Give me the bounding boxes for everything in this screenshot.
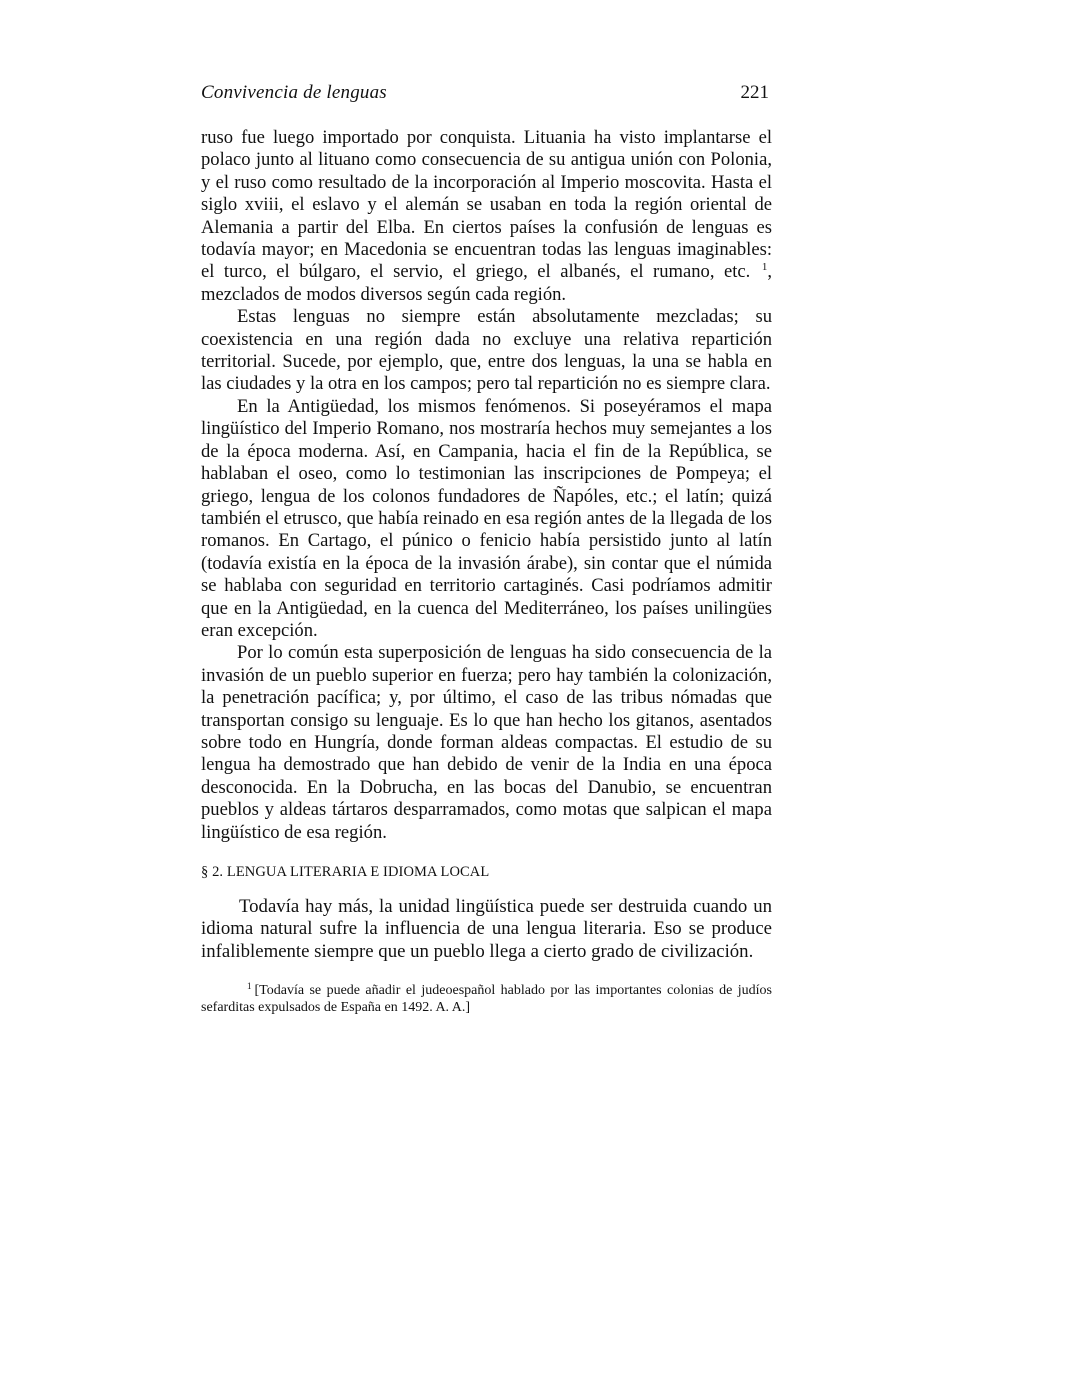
book-page [201, 80, 772, 1016]
footnote-text: [Todavía se puede añadir el judeoespañol hablado por las importantes colonias de judíos sefarditas expulsados de España en 1492. A. A.] [201, 983, 772, 1015]
paragraph-2: Estas lenguas no siempre están absolutamente mezcladas; su coexistencia en una región dada no excluye una relativa repartición territorial. Sucede, por ejemplo, que, entre dos lenguas, la una se habla en las ciudades y la otra en los campos; pero tal repartición no es siempre clara. [201, 306, 772, 395]
section-heading: § 2. LENGUA LITERARIA E IDIOMA LOCAL [201, 864, 490, 880]
page-number: 221 [740, 82, 769, 103]
footnote [201, 983, 772, 1016]
paragraph-1-tail: , mezclados de modos diversos según cada región. [201, 261, 772, 305]
section-paragraph: Todavía hay más, la unidad lingüística puede ser destruida cuando un idioma natural sufre la influencia de una lengua literaria. Eso se produce infaliblemente siempre que un pueblo llega a cierto grado de civilización. [201, 896, 772, 962]
running-title: Convivencia de lenguas [201, 82, 387, 103]
footnote-marker: 1 [247, 981, 252, 992]
running-head [201, 80, 772, 108]
paragraph-4: Por lo común esta superposición de lenguas ha sido consecuencia de la invasión de un pueblo superior en fuerza; pero hay también la colonización, la penetración pacífica; y, por último, el caso de las tribus nómadas que transportan consigo su lenguaje. Es lo que han hecho los gitanos, asentados sobre todo en Hungría, donde forman aldeas compactas. El estudio de su lengua ha demostrado que han debido de venir de la India en una época desconocida. En la Dobrucha, en las bocas del Danubio, se encuentran pueblos y aldeas tártaros desparramados, como motas que salpican el mapa lingüístico de esa región. [201, 642, 772, 843]
paragraph-1-text: ruso fue luego importado por conquista. Lituania ha visto implantarse el polaco junto al lituano como consecuencia de su antigua unión con Polonia, y el ruso como resultado de la incorporación al Imperio moscovita. Hasta el siglo xviii, el eslavo y el alemán se usaban en toda la región oriental de Alemania a partir del Elba. En ciertos países la confusión de lenguas es todavía mayor; en Macedonia se encuentran todas las lenguas imaginables: el turco, el búlgaro, el servio, el griego, el albanés, el rumano, etc. [201, 127, 772, 283]
body-text [201, 127, 772, 844]
paragraph-3: En la Antigüedad, los mismos fenómenos. Si poseyéramos el mapa lingüístico del Imperio Romano, nos mostraría hechos muy semejantes a los de la época moderna. Así, en Campania, hacia el fin de la República, se hablaban el oseo, como lo testimonian las inscripciones de Pompeya; el griego, lengua de los colonos fundadores de Ñapóles, etc.; el latín; quizá también el etrusco, que había reinado en esa región antes de la llegada de los romanos. En Cartago, el púnico o fenicio había persistido junto al latín (todavía existía en la época de la invasión árabe), sin contar que el númida se hablaba con seguridad en territorio cartaginés. Casi podríamos admitir que en la Antigüedad, en la cuenca del Mediterráneo, los países unilingües eran excepción. [201, 395, 772, 641]
paragraph-1 [201, 127, 772, 306]
footnote-reference: 1 [761, 261, 768, 274]
